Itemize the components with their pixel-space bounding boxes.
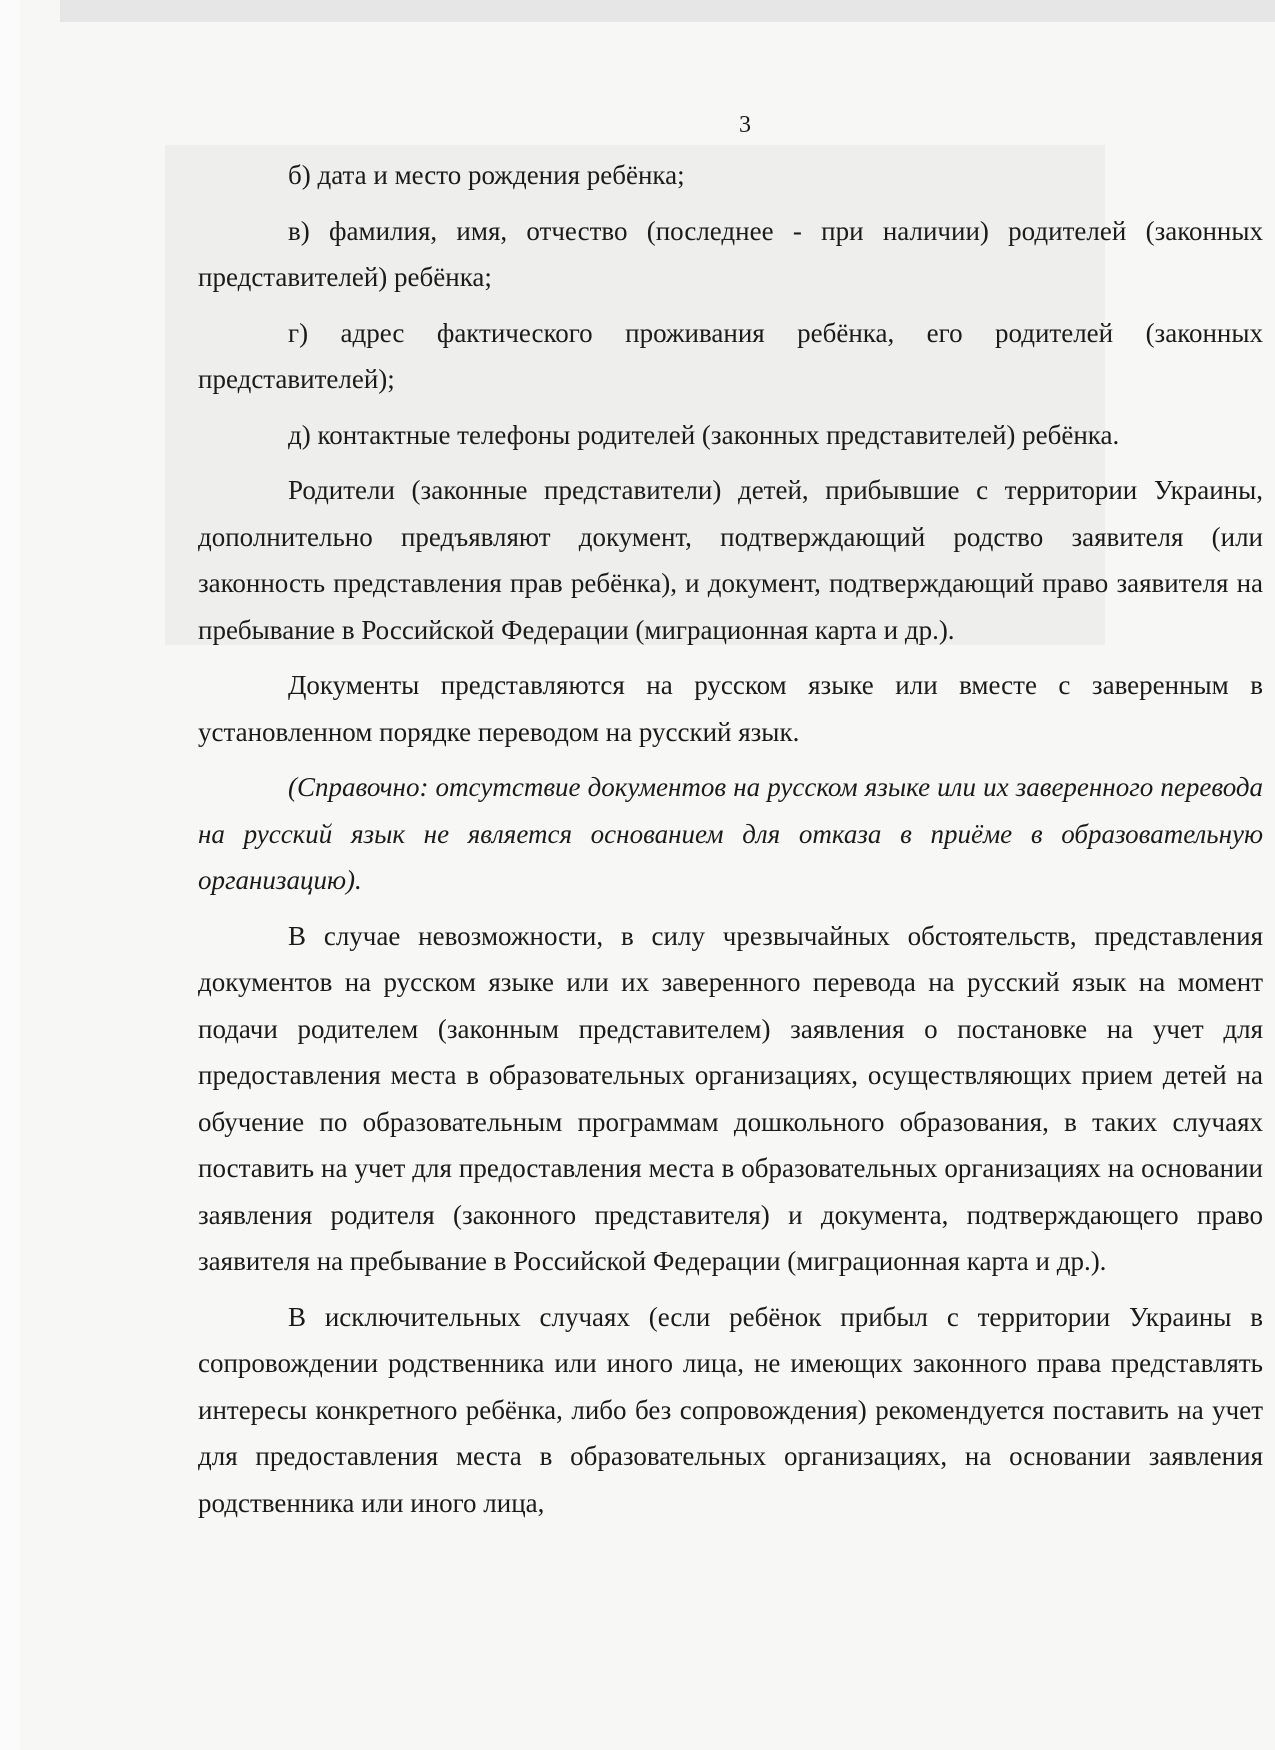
paragraph-ukraine-documents: Родители (законные представители) детей, прибывшие с территории Украины, дополнительно предъявляют документ, подтверждающий родство заявителя (или законность представления прав ребёнка), и документ, подтверждающий право заявителя на пребывание в Российской Федерации (миграционная карта и др.). <box>198 475 1263 645</box>
scan-top-edge <box>60 0 1275 22</box>
paragraph-language-requirement: Документы представляются на русском языке или вместе с заверенным в установленном порядке переводом на русский язык. <box>198 670 1263 747</box>
list-item-g: г) адрес фактического проживания ребёнка, его родителей (законных представителей); <box>198 317 1263 394</box>
document-body <box>198 152 1263 1526</box>
list-item-d: д) контактные телефоны родителей (законных представителей) ребёнка. <box>288 419 1120 450</box>
list-item-b: б) дата и место рождения ребёнка; <box>288 160 685 190</box>
paragraph-reference-note: (Справочно: отсутствие документов на русском языке или их заверенного перевода на русский язык не является основанием для отказа в приёме в образовательную организацию). <box>198 772 1263 895</box>
scan-left-edge <box>0 0 20 1750</box>
page-number: 3 <box>739 112 751 138</box>
paragraph-exceptional-cases: В исключительных случаях (если ребёнок прибыл с территории Украины в сопровождении родственника или иного лица, не имеющих законного права представлять интересы конкретного ребёнка, либо без сопровождения) рекомендуется поставить на учет для предоставления места в образовательных организациях, на основании заявления родственника или иного лица, <box>198 1301 1263 1518</box>
list-item-v: в) фамилия, имя, отчество (последнее - при наличии) родителей (законных представителей) ребёнка; <box>198 215 1263 292</box>
paragraph-emergency-registration: В случае невозможности, в силу чрезвычайных обстоятельств, представления документов на русском языке или их заверенного перевода на русский язык на момент подачи родителем (законным представителем) заявления о постановке на учет для предоставления места в образовательных организациях, осуществляющих прием детей на обучение по образовательным программам дошкольного образования, в таких случаях поставить на учет для предоставления места в образовательных организациях на основании заявления родителя (законного представителя) и документа, подтверждающего право заявителя на пребывание в Российской Федерации (миграционная карта и др.). <box>198 920 1263 1276</box>
